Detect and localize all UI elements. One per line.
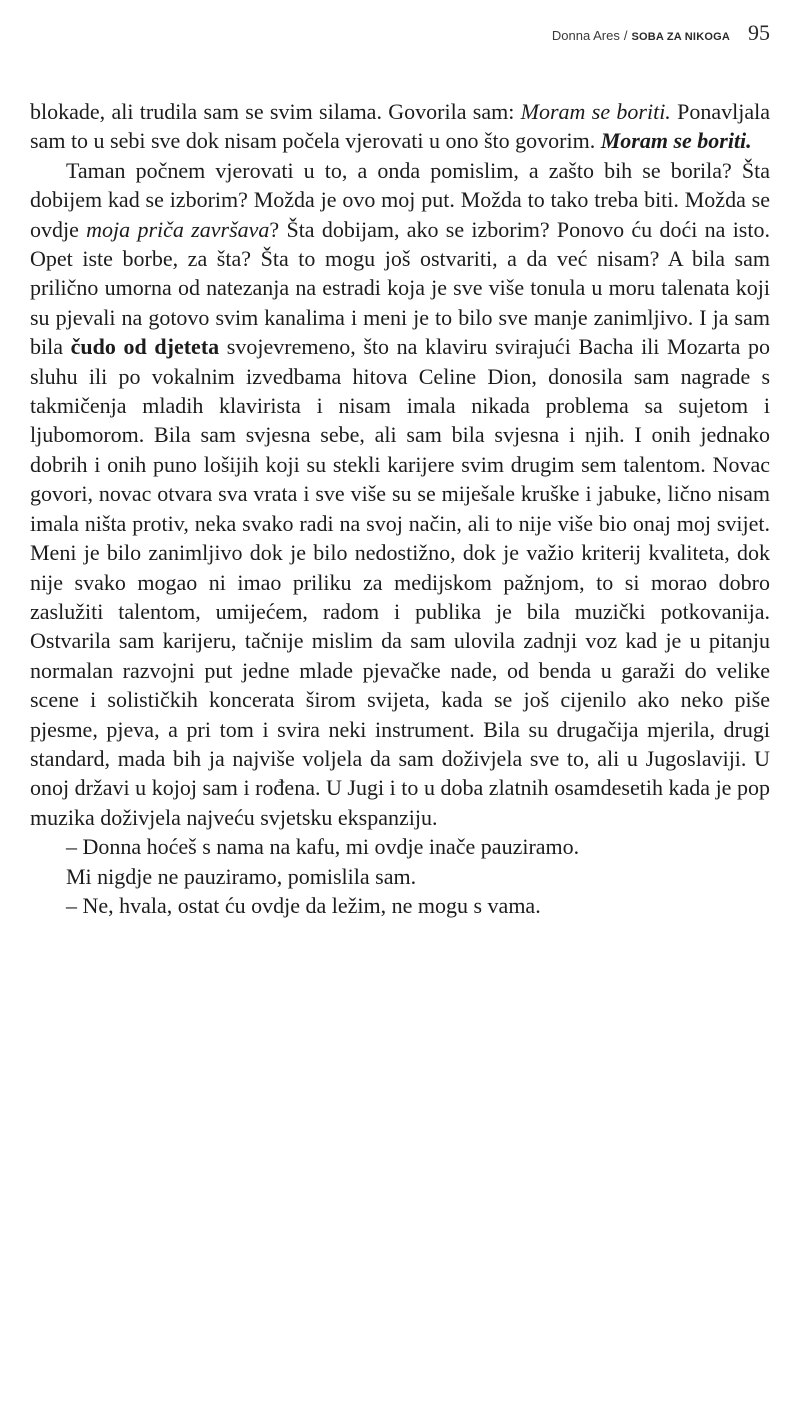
paragraph-1-text-1: blokade, ali trudila sam se svim silama. Govorila sam:: [30, 99, 521, 124]
header-book-title: SOBA ZA NIKOGA: [631, 31, 730, 43]
paragraph-1-bold-italic-1: Moram se boriti.: [600, 128, 752, 154]
header-separator: /: [623, 28, 628, 43]
dialogue-line-2: – Ne, hvala, ostat ću ovdje da ležim, ne mogu s vama.: [66, 892, 541, 918]
paragraph-2-text-1: Taman počnem vjerovati u to, a onda pomislim, a zašto bih se borila? Šta dobijem kad se izborim? Možda je ovo moj put. Možda to tako treba biti. Možda se ovdje: [30, 157, 770, 242]
paragraph-1-text-2: Ponavljala sam to u sebi sve dok nisam počela vjerovati u ono što govorim.: [30, 99, 770, 154]
paragraph-1-italic-1: Moram se boriti.: [520, 99, 671, 124]
paragraph-2-text-2: ? Šta dobijam, ako se izborim? Ponovo ću doći na isto. Opet iste borbe, za šta? Šta to mogu još ostvariti, a da već nisam? A bila sam prilično umorna od natezanja na estradi koja je sve više tonula u moru talenata koji su pjevali na gotovo svim kanalima i meni je to bilo sve manje zanimljivo. I ja sam bila: [30, 216, 770, 360]
paragraph-2-bold-1: čudo od djeteta: [70, 334, 220, 360]
header-author: Donna Ares: [551, 28, 620, 43]
paragraph-4: Mi nigdje ne pauziramo, pomislila sam.: [66, 863, 417, 889]
paragraph-2-text-3: svojevremeno, što na klaviru svirajući Bacha ili Mozarta po sluhu ili po vokalnim izvedbama hitova Celine Dion, donosila sam nagrade s takmičenja mladih klavirista i nisam imala nikada problema sa sujetom i ljubomorom. Bila sam svjesna sebe, ali sam bila svjesna i njih. I onih jednako dobrih i onih puno lošijih koji su stekli karijere svim drugim sem talentom. Novac govori, novac otvara sva vrata i sve više su se miješale kruške i jabuke, lično nisam imala ništa protiv, neka svako radi na svoj način, ali to nije više bio onaj moj svijet. Meni je bilo zanimljivo dok je bilo nedostižno, dok je važio kriterij kvaliteta, dok nije svako mogao ni imao priliku za medijskom pažnjom, to si morao dobro zaslužiti talentom, umijećem, radom i publika je bila muzički potkovanija. Ostvarila sam karijeru, tačnije mislim da sam ulovila zadnji voz kad je u pitanju normalan razvojni put jedne mlade pjevačke nade, od benda u garaži do velike scene i solističkih koncerata širom svijeta, kada se još cijenilo ako neko piše pjesme, pjeva, a pri tom i svira neki instrument. Bila su drugačija mjerila, drugi standard, mada bih ja najviše voljela da sam doživjela sve to, ali u Jugoslaviji. U onoj državi u kojoj sam i rođena. U Jugi i to u doba zlatnih osamdesetih kada je pop muzika doživjela najveću svjetsku ekspanziju.: [30, 334, 770, 830]
running-header: [552, 20, 770, 48]
page-number: 95: [748, 20, 770, 45]
paragraph-1: [30, 97, 770, 156]
body-text: [30, 97, 770, 920]
dialogue-line-1: – Donna hoćeš s nama na kafu, mi ovdje inače pauziramo.: [66, 834, 580, 860]
paragraph-2: [30, 156, 770, 832]
paragraph-2-italic-1: moja priča završava: [86, 216, 270, 242]
